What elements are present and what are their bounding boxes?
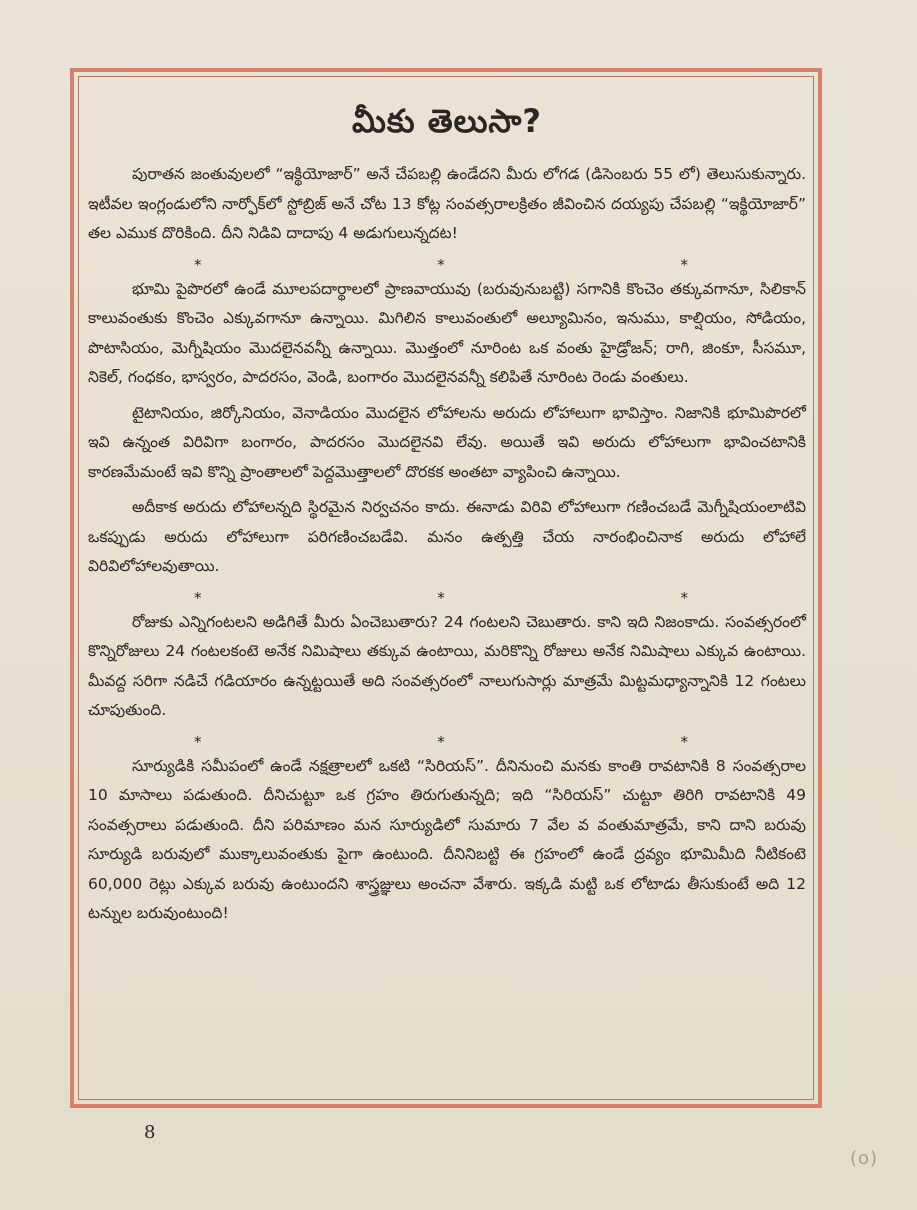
article-title: మీకు తెలుసా? — [352, 102, 542, 140]
separator-star: * — [194, 732, 202, 751]
separator-star: * — [194, 588, 202, 607]
separator-star: * — [437, 732, 445, 751]
section-separator — [88, 588, 806, 608]
separator-star: * — [680, 588, 688, 607]
separator-star: * — [437, 588, 445, 607]
separator-star: * — [680, 732, 688, 751]
paragraph-rare-metals: టైటానియం, జిర్కోనియం, వెనాడియం మొదలైన లోహాలను అరుదు లోహాలుగా భావిస్తాం. నిజానికి భూమిపొరలో ఇవి ఉన్నంత విరివిగా బంగారం, పాదరసం మొదలైనవి లేవు. అయితే ఇవి అరుదు లోహాలుగా భావించటానికి కారణమేమంటే ఇవి కొన్ని ప్రాంతాలలో పెద్దమొత్తాలలో దొరకక అంతటా వ్యాపించి ఉన్నాయి. — [88, 403, 806, 481]
separator-star: * — [437, 255, 445, 274]
section-separator — [88, 732, 806, 752]
paragraph-sirius: సూర్యుడికి సమీపంలో ఉండే నక్షత్రాలలో ఒకటి “సిరియస్”. దీనినుంచి మనకు కాంతి రావటానికి 8 సంవత్సరాల 10 మాసాలు పడుతుంది. దీనిచుట్టూ ఒక గ్రహం తిరుగుతున్నది; ఇది “సిరియస్” చుట్టూ తిరిగి రావటానికి 49 సంవత్సరాలు పడుతుంది. దీని పరిమాణం మన సూర్యుడిలో సుమారు 7 వేల వ వంతుమాత్రమే, కాని దాని బరువు సూర్యుడి బరువులో ముక్కాలువంతుకు పైగా ఉంటుంది. దీనినిబట్టి ఈ గ్రహంలో ఉండే ద్రవ్యం భూమిమీది నీటికంటె 60,000 రెట్లు ఎక్కువ బరువు ఉంటుందని శాస్త్రజ్ఞులు అంచనా వేశారు. ఇక్కడి మట్టి ఒక లోటాడు తీసుకుంటే అది 12 టన్నుల బరువుంటుంది! — [88, 756, 806, 922]
page-number: 8 — [144, 1122, 156, 1143]
paragraph-ichthyosaur: పురాతన జంతువులలో “ఇక్థియోజార్” అనే చేపబల్లి ఉండేదని మీరు లోగడ (డిసెంబరు 55 లో) తెలుసుకున్నారు. ఇటీవల ఇంగ్లండులోని నార్ఫోక్‌లో స్టోబ్రిజ్ అనే చోట 13 కోట్ల సంవత్సరాలక్రితం జీవించిన దయ్యపు చేపబల్లి “ఇక్థియోజార్” తల ఎముక దొరికింది. దీని నిడివి దాదాపు 4 అడుగులున్నదట! — [88, 165, 806, 242]
paragraph-rare-definition: అదీకాక అరుదు లోహాలన్నది స్థిరమైన నిర్వచనం కాదు. ఈనాడు విరివి లోహాలుగా గణించబడే మెగ్నీషియంలాటివి ఒకప్పుడు అరుదు లోహాలుగా పరిగణించబడేవి. మనం ఉత్పత్తి చేయ నారంభించినాక అరుదు లోహాలే విరివిలోహాలవుతాయి. — [88, 498, 806, 575]
separator-star: * — [194, 255, 202, 274]
paragraph-earth-crust: భూమి పైపొరలో ఉండే మూలపదార్థాలలో ప్రాణవాయువు (బరువునుబట్టి) సగానికి కొంచెం తక్కువగానూ, సిలికాన్ కాలువంతుకు కొంచెం ఎక్కువగానూ ఉన్నాయి. మిగిలిన కాలువంతులో అల్యూమినం, ఇనుము, కాల్షియం, సోడియం, పొటాసియం, మెగ్నీషియం మొదలైనవన్నీ ఉన్నాయి. మొత్తంలో నూరింట ఒక వంతు హైడ్రోజన్; రాగి, జింకూ, సీసమూ, నికెల్, గంధకం, భాస్వరం, పాదరసం, వెండి, బంగారం మొదలైనవన్నీ కలిపితే నూరింట రెండు వంతులు. — [88, 279, 806, 386]
article — [88, 92, 806, 1092]
paragraph-day-length: రోజుకు ఎన్నిగంటలని అడిగితే మీరు ఏంచెబుతారు? 24 గంటలని చెబుతారు. కాని ఇది నిజంకాదు. సంవత్సరంలో కొన్నిరోజులు 24 గంటలకంటె అనేక నిమిషాలు తక్కువ ఉంటాయి, మరికొన్ని రోజులు అనేక నిమిషాలు ఎక్కువ ఉంటాయి. మీవద్ద సరిగా నడిచే గడియారం ఉన్నట్టయితే అది సంవత్సరంలో నాలుగుసార్లు మాత్రమే మిట్టమధ్యాన్నానికి 12 గంటలు చూపుతుంది. — [88, 612, 806, 719]
section-separator — [88, 255, 806, 275]
corner-mark: (o) — [850, 1148, 879, 1169]
separator-star: * — [680, 255, 688, 274]
